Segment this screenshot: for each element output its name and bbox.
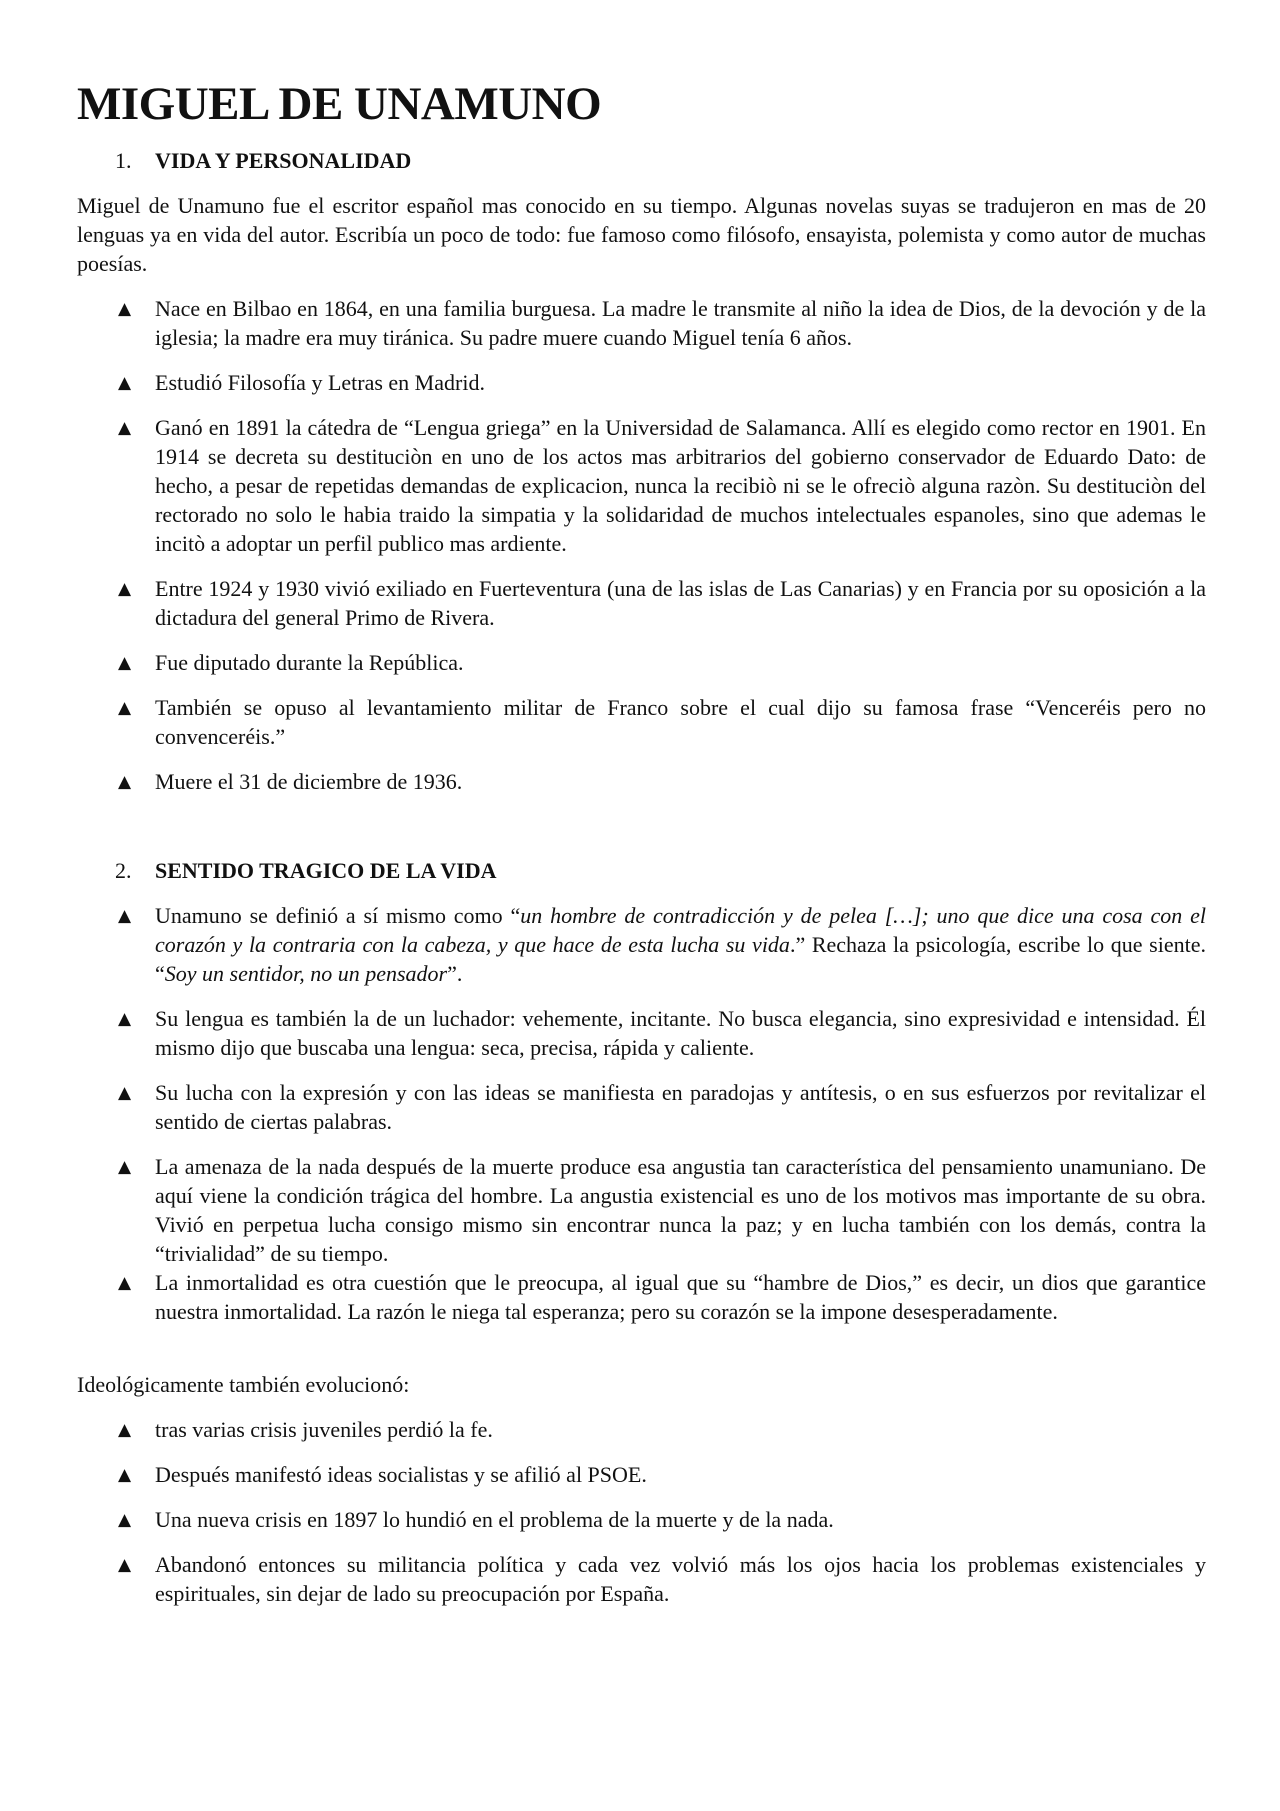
bullet-list-vida — [77, 294, 1206, 796]
list-item — [77, 1004, 1206, 1062]
spacer — [77, 812, 1206, 856]
ideology-intro: Ideológicamente también evolucionó: — [77, 1372, 410, 1397]
black-up-triangle-icon: ▲ — [118, 1465, 132, 1485]
list-item — [77, 1415, 1206, 1444]
list-item — [77, 368, 1206, 397]
list-item — [77, 767, 1206, 796]
section-number: 1. — [115, 148, 132, 173]
list-item — [77, 1268, 1206, 1326]
list-item-text: Fue diputado durante la República. — [155, 650, 464, 675]
black-up-triangle-icon: ▲ — [118, 418, 132, 438]
list-item — [77, 1152, 1206, 1268]
italic-quote: Soy un sentidor, no un pensador — [164, 961, 448, 986]
text-run: ”. — [447, 961, 463, 986]
intro-paragraph: Miguel de Unamuno fue el escritor español mas conocido en su tiempo. Algunas novelas suyas se tradujeron en mas de 20 lenguas ya en vida del autor. Escribía un poco de todo: fue famoso como filósofo, ensayista, polemista y como autor de muchas poesías. — [77, 193, 1206, 276]
list-item-text: Estudió Filosofía y Letras en Madrid. — [155, 370, 485, 395]
black-up-triangle-icon: ▲ — [118, 579, 132, 599]
black-up-triangle-icon: ▲ — [118, 1083, 132, 1103]
section-heading-sentido-tragico — [77, 856, 1206, 885]
black-up-triangle-icon: ▲ — [118, 772, 132, 792]
spacer — [77, 1342, 1206, 1370]
list-item — [77, 1505, 1206, 1534]
list-item-text: Ganó en 1891 la cátedra de “Lengua griega” en la Universidad de Salamanca. Allí es elegido como rector en 1901. En 1914 se decreta su destituciòn en uno de los actos mas arbitrarios del gobierno conservador de Eduardo Dato: de hecho, a pesar de repetidas demandas de explicacion, nunca la recibiò ni se le ofreciò alguna razòn. Su destituciòn del rectorado no solo le habia traido la simpatia y la solidaridad de muchos intelectuales espanoles, sino que ademas le incitò a adoptar un perfil publico mas ardiente. — [155, 415, 1206, 556]
list-item-text: tras varias crisis juveniles perdió la fe. — [155, 1417, 493, 1442]
list-item — [77, 294, 1206, 352]
black-up-triangle-icon: ▲ — [118, 299, 132, 319]
list-item-text: También se opuso al levantamiento militar de Franco sobre el cual dijo su famosa frase “Venceréis pero no convenceréis.” — [155, 695, 1206, 749]
list-item — [77, 1460, 1206, 1489]
section-title: SENTIDO TRAGICO DE LA VIDA — [155, 858, 497, 883]
black-up-triangle-icon: ▲ — [118, 653, 132, 673]
list-item — [77, 1078, 1206, 1136]
black-up-triangle-icon: ▲ — [118, 1420, 132, 1440]
list-item — [77, 574, 1206, 632]
bullet-list-ideology — [77, 1415, 1206, 1608]
black-up-triangle-icon: ▲ — [118, 906, 132, 926]
section-heading-vida — [77, 146, 1206, 175]
list-item — [77, 648, 1206, 677]
document-title: MIGUEL DE UNAMUNO — [77, 78, 602, 130]
bullet-list-sentido-tragico — [77, 901, 1206, 1326]
list-item-text: Entre 1924 y 1930 vivió exiliado en Fuerteventura (una de las islas de Las Canarias) y en Francia por su oposición a la dictadura del general Primo de Rivera. — [155, 576, 1206, 630]
section-number: 2. — [115, 858, 132, 883]
black-up-triangle-icon: ▲ — [118, 1555, 132, 1575]
black-up-triangle-icon: ▲ — [118, 373, 132, 393]
list-item-text — [155, 903, 1206, 986]
black-up-triangle-icon: ▲ — [118, 1510, 132, 1530]
list-item-text: Nace en Bilbao en 1864, en una familia burguesa. La madre le transmite al niño la idea de Dios, de la devoción y de la iglesia; la madre era muy tiránica. Su padre muere cuando Miguel tenía 6 años. — [155, 296, 1206, 350]
black-up-triangle-icon: ▲ — [118, 1157, 132, 1177]
list-item-text: La inmortalidad es otra cuestión que le preocupa, al igual que su “hambre de Dios,” es decir, un dios que garantice nuestra inmortalidad. La razón le niega tal esperanza; pero su corazón se la impone desesperadamente. — [155, 1270, 1206, 1324]
list-item-text: Abandonó entonces su militancia política y cada vez volvió más los ojos hacia los problemas existenciales y espirituales, sin dejar de lado su preocupación por España. — [155, 1552, 1206, 1606]
list-item — [77, 1550, 1206, 1608]
list-item-text: Su lucha con la expresión y con las ideas se manifiesta en paradojas y antítesis, o en sus esfuerzos por revitalizar el sentido de ciertas palabras. — [155, 1080, 1206, 1134]
list-item-text: La amenaza de la nada después de la muerte produce esa angustia tan característica del pensamiento unamuniano. De aquí viene la condición trágica del hombre. La angustia existencial es uno de los motivos mas importante de su obra. Vivió en perpetua lucha consigo mismo sin encontrar nunca la paz; y en lucha también con los demás, contra la “trivialidad” de su tiempo. — [155, 1154, 1206, 1266]
black-up-triangle-icon: ▲ — [118, 698, 132, 718]
list-item — [77, 693, 1206, 751]
list-item-text: Después manifestó ideas socialistas y se afilió al PSOE. — [155, 1462, 647, 1487]
text-run: .” Rechaza la psicología, escribe lo que siente. “ — [155, 932, 1206, 986]
text-run: Unamuno se definió a sí mismo como “ — [155, 903, 521, 928]
list-item-text: Muere el 31 de diciembre de 1936. — [155, 769, 463, 794]
section-title: VIDA Y PERSONALIDAD — [155, 148, 412, 173]
list-item — [77, 413, 1206, 558]
black-up-triangle-icon: ▲ — [118, 1273, 132, 1293]
list-item-text: Su lengua es también la de un luchador: vehemente, incitante. No busca elegancia, sino expresividad e intensidad. Él mismo dijo que buscaba una lengua: seca, precisa, rápida y caliente. — [155, 1006, 1206, 1060]
italic-quote: un hombre de contradicción y de pelea […]; uno que dice una cosa con el corazón y la contraria con la cabeza, y que hace de esta lucha su vida — [155, 903, 1206, 957]
black-up-triangle-icon: ▲ — [118, 1009, 132, 1029]
list-item — [77, 901, 1206, 988]
list-item-text: Una nueva crisis en 1897 lo hundió en el problema de la muerte y de la nada. — [155, 1507, 834, 1532]
